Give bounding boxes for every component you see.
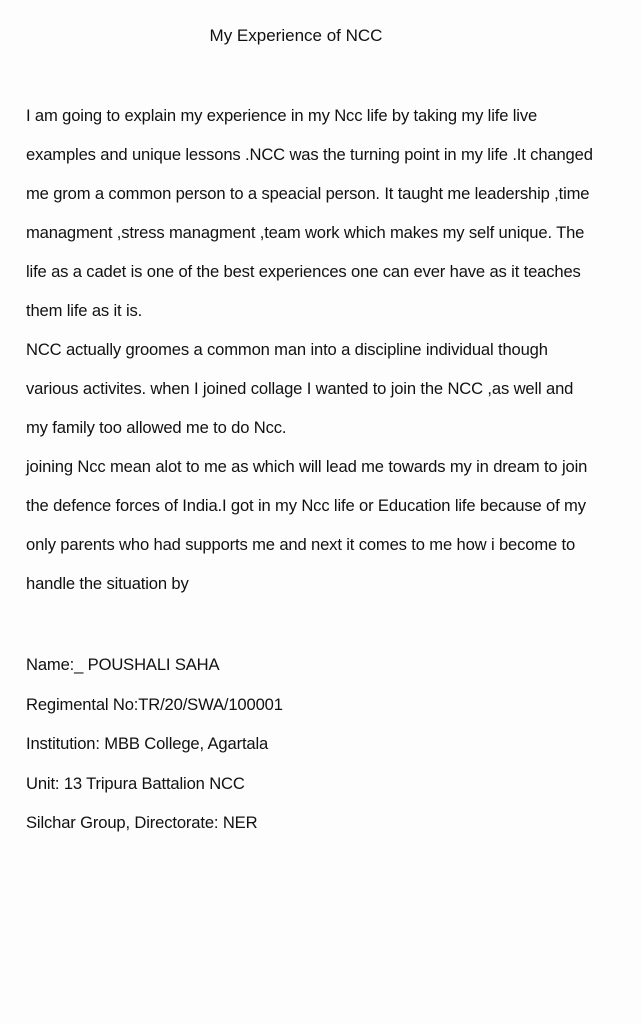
essay-line: NCC actually groomes a common man into a discipline individual though <box>26 340 548 359</box>
group-directorate: Silchar Group, Directorate: NER <box>26 813 258 832</box>
essay-line: life as a cadet is one of the best experiences one can ever have as it teaches <box>26 262 581 281</box>
regimental-number: Regimental No:TR/20/SWA/100001 <box>26 694 283 714</box>
essay-line: various activites. when I joined collage I wanted to join the NCC ,as well and <box>26 379 574 398</box>
cadet-name: Name:_ POUSHALI SAHA <box>26 655 220 674</box>
essay-body <box>26 103 626 610</box>
essay-line: the defence forces of India.I got in my Ncc life or Education life because of my <box>26 496 586 515</box>
document-title: My Experience of NCC <box>209 26 383 45</box>
unit: Unit: 13 Tripura Battalion NCC <box>26 773 245 793</box>
essay-line: them life as it is. <box>26 301 143 320</box>
essay-line: examples and unique lessons .NCC was the turning point in my life .It changed <box>26 145 593 164</box>
essay-line: handle the situation by <box>26 574 189 593</box>
institution: Institution: MBB College, Agartala <box>26 734 269 753</box>
essay-line: my family too allowed me to do Ncc. <box>26 418 287 437</box>
essay-line: me grom a common person to a speacial person. It taught me leadership ,time <box>26 184 590 203</box>
essay-line: only parents who had supports me and next it comes to me how i become to <box>26 535 576 554</box>
essay-line: joining Ncc mean alot to me as which will lead me towards my in dream to join <box>26 457 588 476</box>
essay-line: managment ,stress managment ,team work which makes my self unique. The <box>26 223 585 242</box>
signature-block <box>26 652 626 850</box>
essay-line: I am going to explain my experience in my Ncc life by taking my life live <box>26 106 538 125</box>
